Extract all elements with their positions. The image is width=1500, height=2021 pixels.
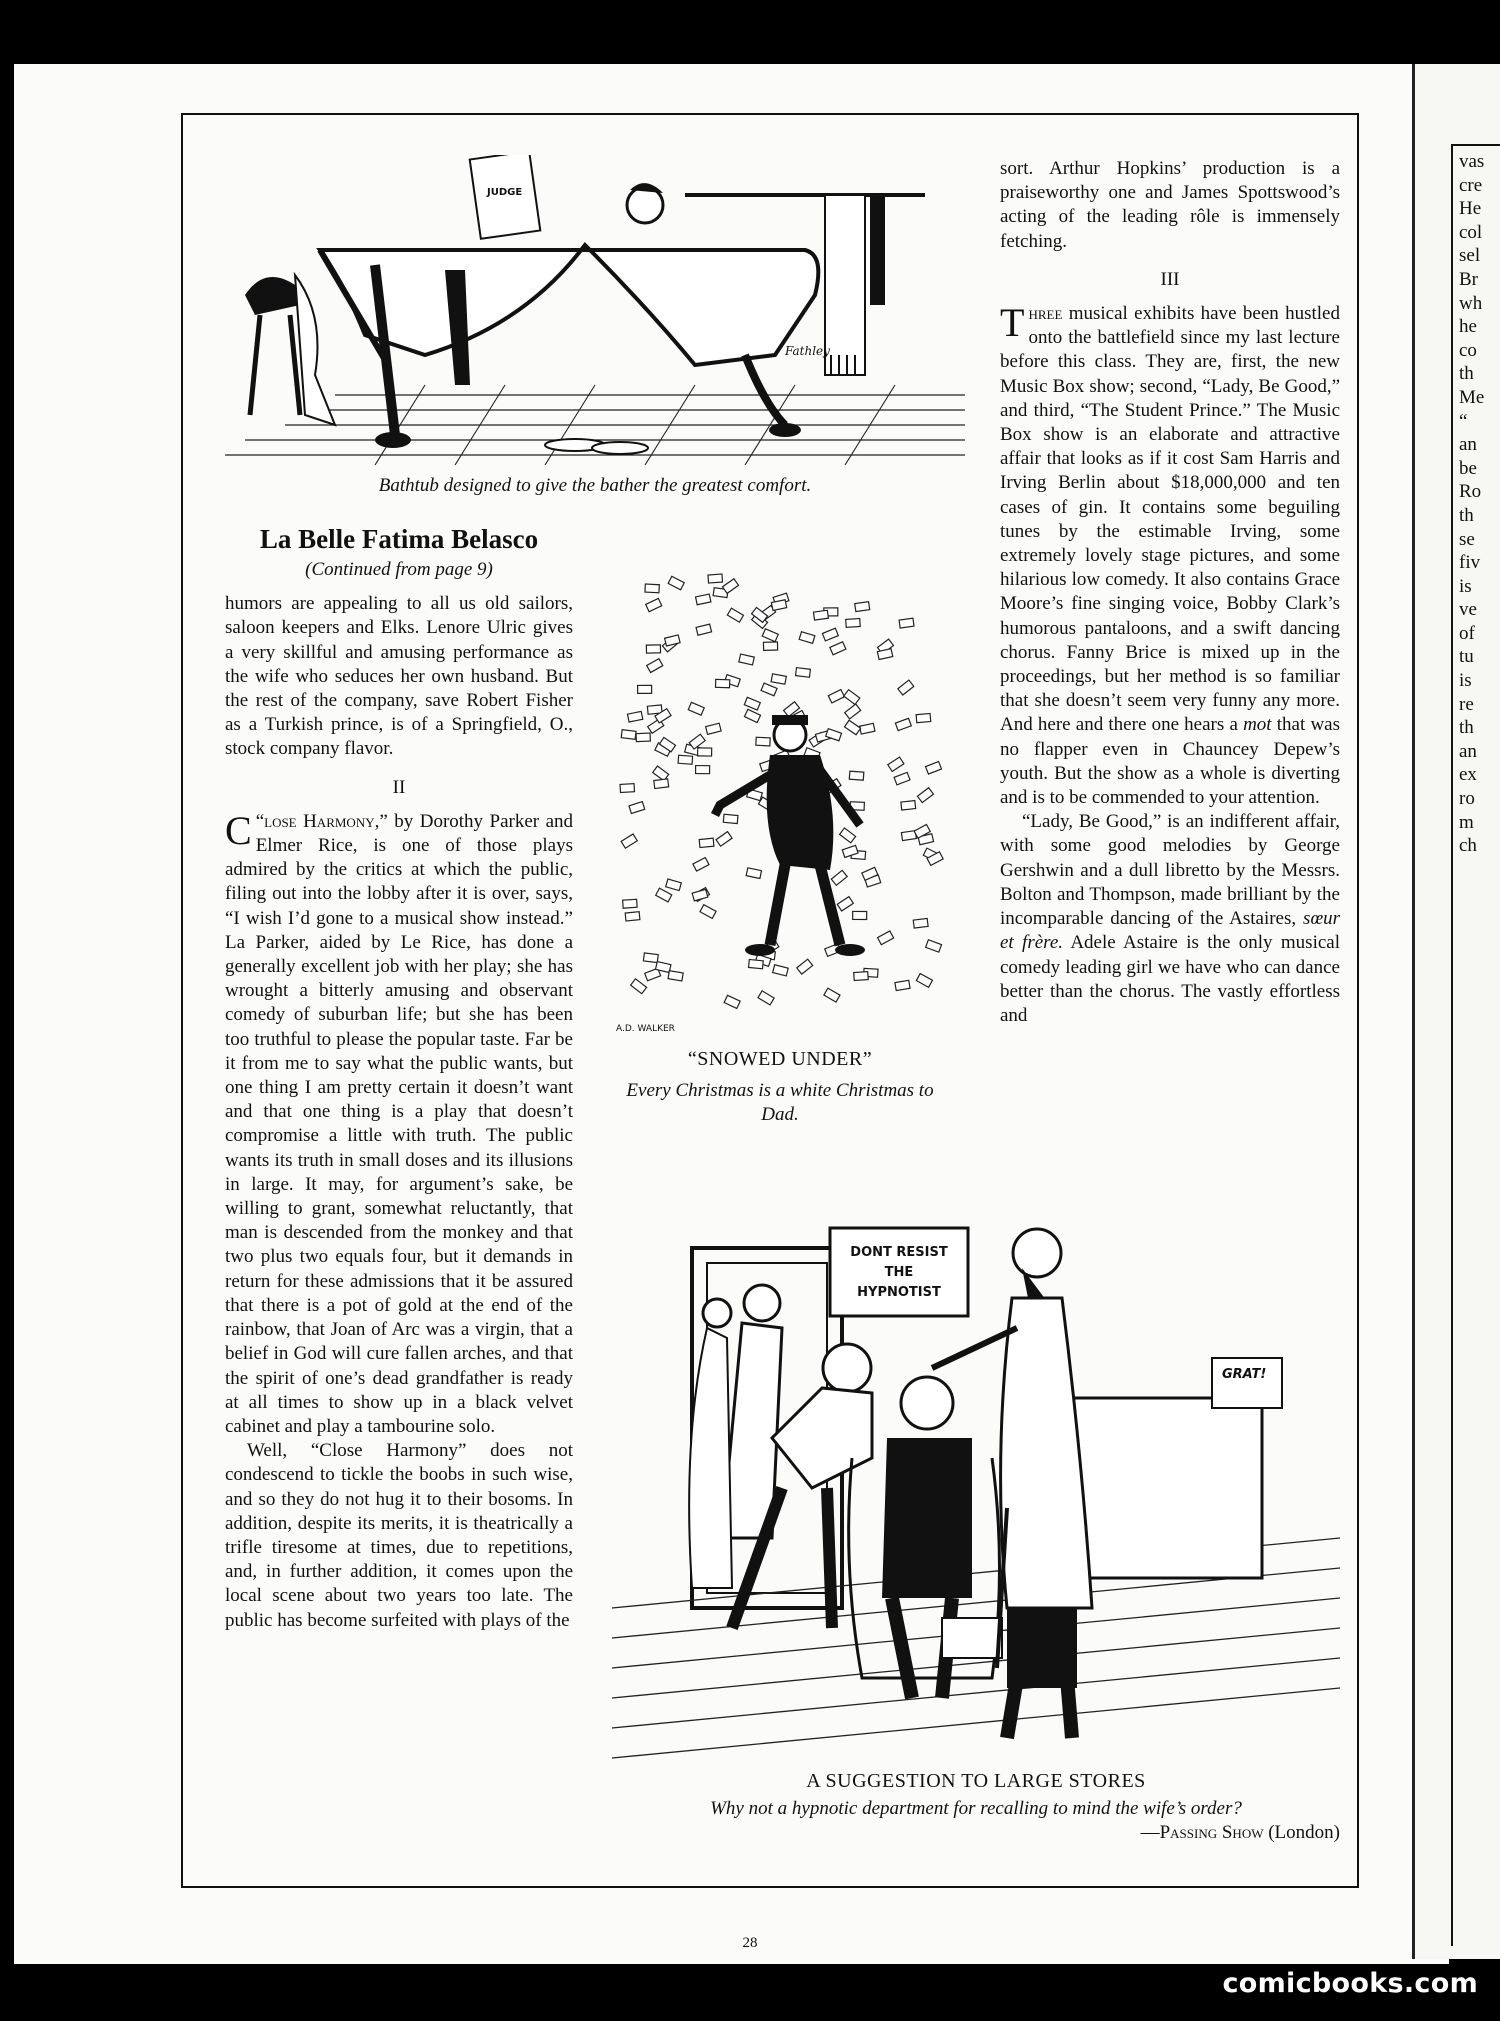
credit-place: (London) (1268, 1822, 1340, 1843)
bathtub-caption: Bathtub designed to give the bather the greatest comfort. (378, 475, 812, 496)
paragraph-2 (225, 807, 574, 1439)
falling-bill (636, 733, 650, 742)
play-title-smallcaps: lose Harmony, (264, 810, 380, 832)
section-heading-2: II (392, 776, 406, 798)
paragraph-1: humors are appealing to all us old sailors, saloon keepers and Elks. Lenore Ulric gives a very skillful and amusing performance as the wife who seduces her own husband. But the rest of the company, save Robert Fisher as a Turkish prince, is of a Springfield, O., stock company flavor. (225, 593, 573, 760)
adjacent-page-fragment: th (1459, 504, 1474, 526)
falling-bill (708, 574, 723, 583)
mot-italic: mot (1243, 714, 1272, 736)
adjacent-page-text (1459, 150, 1484, 858)
paragraph-5-end: that was no flapper even in Chauncey Depew’s youth. But the show as a whole is diverting and is to be commended to your attention. (1000, 714, 1340, 809)
bathtub-signature: Fathley (785, 344, 830, 358)
falling-bill (846, 618, 860, 627)
page-number: 28 (742, 1935, 758, 1951)
falling-bill (645, 584, 659, 593)
falling-bill (678, 755, 693, 764)
adjacent-page-fragment: an (1459, 434, 1477, 456)
falling-bill (643, 953, 658, 963)
falling-bill (895, 980, 910, 990)
adjacent-page-fragment: he (1459, 316, 1477, 338)
snowed-under-illustration (610, 565, 950, 1035)
hypnotist-title: A SUGGESTION TO LARGE STORES (806, 1770, 1146, 1792)
falling-bill (749, 959, 764, 968)
adjacent-page-fragment: Br (1459, 268, 1478, 290)
dropcap-t: T (1000, 300, 1025, 346)
paragraph-3: Well, “Close Harmony” does not condescend to tickle the boobs in such wise, and so they do not hug it to their bosoms. In addition, despite its merits, it is theatrically a trifle tiresome at times, due to repetitions, and, in further addition, it comes upon the local scene about two years too late. The public has become surfeited with plays of the (225, 1440, 573, 1631)
falling-bill (668, 971, 683, 981)
credit-source: Passing Show (1159, 1822, 1264, 1843)
three-smallcaps: hree (1028, 303, 1063, 325)
adjacent-page-fragment: ro (1459, 788, 1475, 810)
falling-bill (853, 911, 867, 919)
falling-bill (696, 766, 710, 774)
paragraph-2-body: ” by Dorothy Parker and Elmer Rice, is one of those plays admired by the critics at which the public, filing out into the lobby after it is over, says, “I wish I’d gone to a musical show instead.” La Parker, aided by Le Rice, has done a generally excellent job with her play; she has wrought a bitterly amusing and observant comedy of suburban life; but she has been too truthful to please the popular taste. Far be it from me to say what the public wants, but one thing I am pretty certain it doesn’t want and that one thing is a play that doesn’t compromise a little with truth. The public wants its truth in small doses and its illusions in large. It may, for argument’s sake, be willing to grant, somewhat reluctantly, that man is descended from the monkey and that two plus two equals four, but it demands in return for these admissions that it be assured that there is a pot of gold at the end of the rainbow, that Joan of Arc was a virgin, that a belief in God will cure fallen arches, and that the spirit of one’s dead grandfather is ready at all times to show up in a black velvet cabinet and play a tambourine solo. (225, 810, 574, 1437)
adjacent-page-fragment: an (1459, 740, 1477, 762)
falling-bill (913, 918, 928, 928)
adjacent-page-fragment: se (1459, 528, 1475, 550)
dropcap-c: C (225, 807, 252, 853)
sign-line-2: THE (884, 1265, 914, 1280)
adjacent-page-fragment: sel (1459, 245, 1481, 267)
falling-bill (716, 679, 730, 687)
adjacent-page-fragment: vas (1459, 151, 1485, 172)
adjacent-page-fragment: fiv (1459, 552, 1481, 574)
falling-bill (621, 730, 636, 740)
sign-line-1: DONT RESIST (850, 1245, 948, 1260)
adjacent-page-fragment: ex (1459, 764, 1477, 786)
adjacent-page-fragment: ve (1459, 599, 1477, 621)
snowed-under-title: “SNOWED UNDER” (687, 1048, 873, 1070)
adjacent-page-edge (1412, 64, 1500, 1959)
paragraph-6 (1000, 810, 1340, 1028)
credit-dash: — (1140, 1822, 1160, 1843)
falling-bill (813, 610, 828, 620)
falling-bill (899, 618, 914, 628)
adjacent-page-fragment: re (1459, 693, 1474, 715)
adjacent-page-fragment: is (1459, 575, 1472, 597)
magazine-label: JUDGE (487, 187, 523, 198)
adjacent-page-fragment: ch (1459, 835, 1477, 857)
falling-bill (849, 771, 864, 780)
adjacent-page-fragment: is (1459, 670, 1472, 692)
soeur-et-frere: sœur et frère. (1000, 908, 1341, 954)
article-title: La Belle Fatima Belasco (259, 524, 539, 554)
falling-bill (620, 784, 634, 793)
falling-bill (625, 912, 640, 921)
adjacent-page-fragment: th (1459, 363, 1474, 385)
adjacent-page-fragment: tu (1459, 646, 1474, 668)
falling-bill (646, 645, 660, 653)
paragraph-4: sort. Arthur Hopkins’ production is a praiseworthy one and James Spottswood’s acting of the leading rôle is immensely fetching. (1000, 158, 1340, 252)
falling-bill (654, 779, 669, 789)
falling-bill (623, 899, 638, 908)
hypnotist-caption: Why not a hypnotic department for recalling to mind the wife’s order? (710, 1798, 1242, 1819)
falling-bill (698, 748, 712, 756)
wall-label: GRAT! (1222, 1367, 1267, 1382)
adjacent-page-fragment: wh (1459, 292, 1483, 314)
column-left (225, 522, 573, 1633)
snowed-signature: A.D. WALKER (616, 1024, 675, 1034)
adjacent-page-fragment: be (1459, 457, 1477, 479)
falling-bill (854, 972, 869, 981)
adjacent-page-fragment: He (1459, 198, 1482, 220)
falling-bill (901, 801, 916, 810)
paragraph-6-b: Adele Astaire is the only musical comedy leading girl we have who can dance better than the chorus. The vastly effortless and (1000, 932, 1340, 1026)
paragraph-5 (1000, 302, 1340, 810)
snowed-under-caption: Every Christmas is a white Christmas to Dad. (626, 1080, 934, 1125)
adjacent-page-fragment: Me (1459, 386, 1485, 408)
falling-bill (699, 838, 714, 847)
falling-bill (756, 737, 770, 746)
paragraph-5-body: musical exhibits have been hustled onto the battlefield since my last lecture before this class. They are, first, the new Music Box show; second, “Lady, Be Good,” and third, “The Student Prince.” The Music Box show is an elaborate and attractive affair that looks as if it cost Sam Harris and Irving Berlin about $18,000,000 and ten cases of gin. It contains some beguiling tunes by the estimable Irving, some extremely lovely stage pictures, and some hilarious low comedy. It also contains Grace Moore’s fine singing voice, Bobby Clark’s humorous pantaloons, and a swift dancing chorus. Fanny Brice is mixed up in the proceedings, but her method is so familiar that she doesn’t seem very funny any more. And here and there one hears a (1000, 303, 1340, 736)
falling-bill (796, 668, 811, 678)
column-right (1000, 157, 1340, 1028)
paragraph-6-a: “Lady, Be Good,” is an indifferent affair, with some good melodies by George Gershwin and a dull libretto by the Messrs. Bolton and Thompson, made brilliant by the incomparable dancing of the Astaires, (1000, 811, 1340, 930)
section-heading-3: III (1160, 268, 1180, 290)
open-quote: “ (255, 810, 265, 832)
sign-line-3: HYPNOTIST (857, 1285, 941, 1300)
hypnotist-illustration (612, 1208, 1340, 1763)
falling-bill (855, 602, 870, 612)
bathtub-illustration (225, 155, 965, 465)
adjacent-page-fragment: cre (1459, 174, 1483, 196)
adjacent-page-fragment: m (1459, 811, 1474, 833)
hypnotist-credit (1040, 1822, 1340, 1844)
falling-bill (916, 714, 931, 723)
adjacent-page-fragment: th (1459, 717, 1474, 739)
falling-bill (723, 814, 738, 823)
adjacent-page-fragment: “ (1459, 410, 1468, 432)
watermark: comicbooks.com (1222, 1968, 1478, 1999)
falling-bill (763, 642, 777, 650)
adjacent-page-fragment: col (1459, 221, 1483, 243)
adjacent-page-fragment: co (1459, 339, 1477, 361)
falling-bill (638, 685, 652, 693)
adjacent-page-fragment: Ro (1459, 481, 1482, 503)
continued-note: (Continued from page 9) (305, 559, 493, 580)
falling-bill (771, 674, 786, 684)
adjacent-page-fragment: of (1459, 622, 1475, 644)
